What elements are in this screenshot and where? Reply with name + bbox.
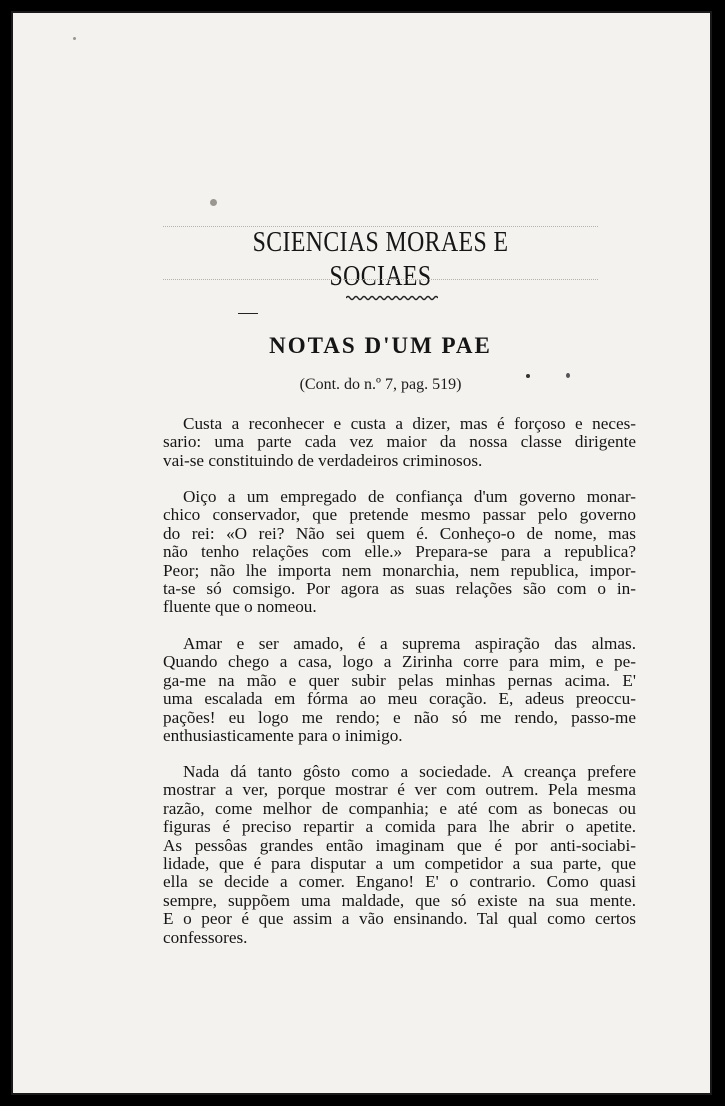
paragraph-1 [163, 415, 636, 470]
paragraph-line: confessores. [163, 927, 248, 947]
paragraph-line: ta-se só comsigo. Por agora as suas relações são com o in- [163, 579, 636, 599]
paragraph-line: uma escalada em fórma ao meu coração. E, adeus preoccu- [163, 689, 636, 709]
paragraph-line: lidade, que é para disputar a um competidor a sua parte, que [163, 854, 636, 874]
paper-speck [73, 37, 76, 40]
paragraph-line: chico conservador, que pretende mesmo passar pelo governo [163, 505, 636, 525]
paragraph-line: vai-se constituindo de verdadeiros criminosos. [163, 450, 483, 470]
scanned-page [11, 11, 712, 1095]
paragraph-line: sempre, suppõem uma maldade, que só existe na sua mente. [163, 890, 636, 910]
paragraph-line: ella se decide a comer. Engano! E' o contrario. Como quasi [163, 872, 636, 892]
paragraph-line: As pessôas grandes então imaginam que é por anti-sociabi- [163, 835, 636, 855]
article-title: NOTAS D'UM PAE [269, 333, 492, 358]
paper-speck [526, 374, 530, 378]
section-title: SCIENCIAS MORAES E SOCIAES [252, 226, 509, 292]
paragraph-4 [163, 763, 636, 947]
paragraph-line: Quando chego a casa, logo a Zirinha corre para mim, e pe- [163, 652, 636, 672]
paragraph-line: não tenho relações com elle.» Prepara-se para a republica? [163, 542, 636, 562]
paragraph-line: figuras é preciso repartir a comida para lhe abrir o apetite. [163, 817, 636, 837]
paper-speck [210, 199, 217, 206]
article-subtitle: (Cont. do n.º 7, pag. 519) [299, 376, 462, 393]
paragraph-line: pações! eu logo me rendo; e não só me rendo, passo-me [163, 707, 636, 727]
paragraph-line: Custa a reconhecer e custa a dizer, mas é forçoso e neces- [183, 414, 636, 433]
paragraph-line: E o peor é que assim a vão ensinando. Tal qual como certos [163, 909, 636, 929]
paragraph-line: do rei: «O rei? Não sei quem é. Conheço-o de nome, mas [163, 523, 636, 543]
paragraph-line: Nada dá tanto gôsto como a sociedade. A creança prefere [183, 762, 636, 781]
margin-dash [238, 313, 258, 314]
paragraph-line: mostrar a ver, porque mostrar é ver com outrem. Pela mesma [163, 780, 636, 800]
paragraph-line: razão, come melhor de companhia; e até com as bonecas ou [163, 798, 636, 818]
paragraph-line: Peor; não lhe importa nem monarchia, nem republica, impor- [163, 560, 636, 580]
paragraph-3 [163, 635, 636, 745]
paragraph-line: Oiço a um empregado de confiança d'um governo monar- [183, 487, 636, 506]
paragraph-line: sario: uma parte cada vez maior da nossa classe dirigente [163, 432, 636, 452]
bottom-dotted-rule [163, 279, 598, 280]
paragraph-line: ga-me na mão e quer subir pelas minhas pernas acima. E' [163, 670, 636, 690]
paper-speck [566, 373, 570, 378]
paragraph-line: fluente que o nomeou. [163, 597, 317, 617]
paragraph-2 [163, 488, 636, 617]
ornament-squiggle [346, 294, 438, 302]
paragraph-line: enthusiasticamente para o inimigo. [163, 726, 403, 746]
paragraph-line: Amar e ser amado, é a suprema aspiração das almas. [183, 634, 636, 653]
